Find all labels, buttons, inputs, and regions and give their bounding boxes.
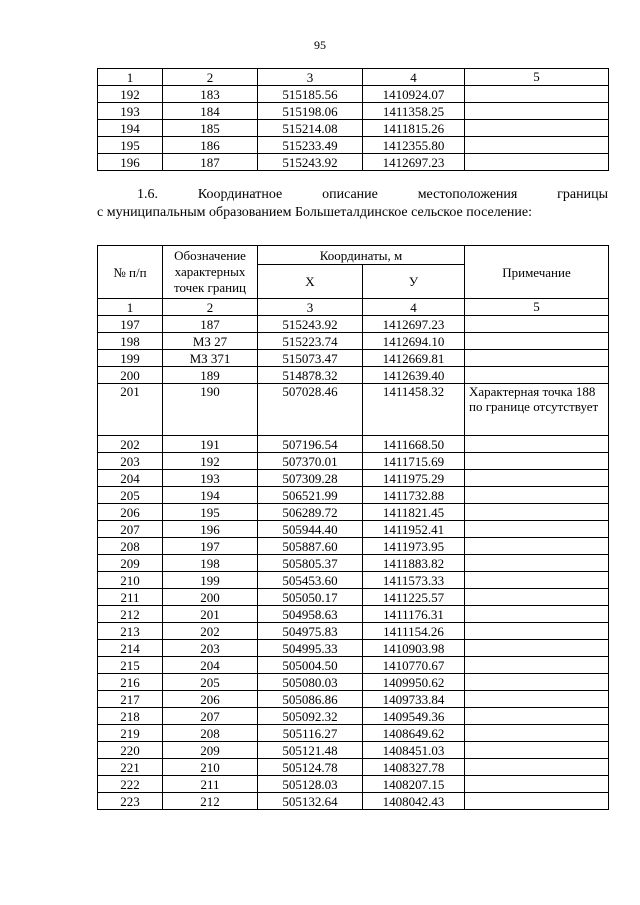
cell-point: 196 (163, 521, 258, 538)
cell-number: 192 (98, 86, 163, 103)
heading-word: Координатное (197, 187, 283, 202)
cell-point: 192 (163, 453, 258, 470)
cell-x: 505092.32 (258, 708, 363, 725)
cell-note (465, 137, 609, 154)
cell-number: 209 (98, 555, 163, 572)
cell-note (465, 674, 609, 691)
cell-number: 196 (98, 154, 163, 171)
cell-x: 507196.54 (258, 436, 363, 453)
cell-number: 200 (98, 367, 163, 384)
cell-number: 218 (98, 708, 163, 725)
cell-x: 505050.17 (258, 589, 363, 606)
table-row (98, 333, 609, 350)
cell-note: 5 (465, 299, 609, 316)
header-coordinates: Координаты, м (258, 246, 465, 265)
cell-note (465, 708, 609, 725)
cell-note (465, 521, 609, 538)
cell-point: 198 (163, 555, 258, 572)
cell-point: МЗ 27 (163, 333, 258, 350)
cell-number: 221 (98, 759, 163, 776)
cell-point: 203 (163, 640, 258, 657)
cell-note (465, 793, 609, 810)
table-row (98, 759, 609, 776)
cell-point: 205 (163, 674, 258, 691)
cell-number: 220 (98, 742, 163, 759)
cell-y: 1411952.41 (363, 521, 465, 538)
cell-note (465, 572, 609, 589)
table-row (98, 725, 609, 742)
cell-point: 199 (163, 572, 258, 589)
cell-note (465, 725, 609, 742)
cell-x: 515185.56 (258, 86, 363, 103)
cell-number: 213 (98, 623, 163, 640)
cell-point: 189 (163, 367, 258, 384)
cell-number: 199 (98, 350, 163, 367)
cell-x: 507309.28 (258, 470, 363, 487)
cell-x: 505805.37 (258, 555, 363, 572)
cell-number: 222 (98, 776, 163, 793)
cell-y: 1411225.57 (363, 589, 465, 606)
table-row (98, 623, 609, 640)
table-row (98, 436, 609, 453)
table-row (98, 776, 609, 793)
cell-number: 219 (98, 725, 163, 742)
cell-point: 209 (163, 742, 258, 759)
cell-point: 190 (163, 384, 258, 436)
cell-x: 504958.63 (258, 606, 363, 623)
table-row (98, 487, 609, 504)
cell-point: 185 (163, 120, 258, 137)
cell-x: 507028.46 (258, 384, 363, 436)
table-row (98, 367, 609, 384)
cell-y: 1411176.31 (363, 606, 465, 623)
cell-y: 1411458.32 (363, 384, 465, 436)
table-row (98, 120, 609, 137)
cell-y: 1412355.80 (363, 137, 465, 154)
cell-y: 1410924.07 (363, 86, 465, 103)
cell-note (465, 504, 609, 521)
cell-note: 5 (465, 69, 609, 86)
coordinates-table-continued (97, 68, 609, 171)
cell-point: 193 (163, 470, 258, 487)
cell-number: 212 (98, 606, 163, 623)
cell-note (465, 470, 609, 487)
cell-point: 207 (163, 708, 258, 725)
table-row (98, 137, 609, 154)
cell-y: 4 (363, 299, 465, 316)
table-row (98, 538, 609, 555)
cell-y: 1411973.95 (363, 538, 465, 555)
cell-x: 505944.40 (258, 521, 363, 538)
cell-number: 204 (98, 470, 163, 487)
cell-y: 1409549.36 (363, 708, 465, 725)
cell-x: 515233.49 (258, 137, 363, 154)
boundary-coordinates-table (97, 245, 609, 810)
cell-x: 515243.92 (258, 154, 363, 171)
table-row (98, 572, 609, 589)
cell-point: 197 (163, 538, 258, 555)
cell-y: 1411154.26 (363, 623, 465, 640)
cell-point: 2 (163, 69, 258, 86)
cell-x: 515223.74 (258, 333, 363, 350)
table-column-numbers (98, 69, 609, 86)
header-x: X (258, 265, 363, 299)
cell-y: 4 (363, 69, 465, 86)
header-y: У (363, 265, 465, 299)
cell-note (465, 538, 609, 555)
cell-point: 206 (163, 691, 258, 708)
cell-x: 505132.64 (258, 793, 363, 810)
cell-note: Характерная точка 188 по границе отсутствует (465, 384, 609, 436)
cell-y: 1411883.82 (363, 555, 465, 572)
page-number: 95 (314, 38, 326, 52)
cell-x: 514878.32 (258, 367, 363, 384)
table-row (98, 691, 609, 708)
cell-point: 183 (163, 86, 258, 103)
cell-x: 505080.03 (258, 674, 363, 691)
cell-x: 505121.48 (258, 742, 363, 759)
table-row (98, 154, 609, 171)
cell-note (465, 606, 609, 623)
cell-number: 211 (98, 589, 163, 606)
cell-point: 186 (163, 137, 258, 154)
cell-point: 187 (163, 316, 258, 333)
cell-x: 3 (258, 69, 363, 86)
cell-y: 1411668.50 (363, 436, 465, 453)
cell-number: 205 (98, 487, 163, 504)
cell-y: 1409950.62 (363, 674, 465, 691)
cell-y: 1408042.43 (363, 793, 465, 810)
table-row (98, 793, 609, 810)
table-row (98, 384, 609, 436)
cell-number: 1 (98, 299, 163, 316)
cell-note (465, 436, 609, 453)
table-row (98, 606, 609, 623)
cell-point: 2 (163, 299, 258, 316)
cell-note (465, 623, 609, 640)
cell-x: 506289.72 (258, 504, 363, 521)
cell-y: 1412697.23 (363, 154, 465, 171)
cell-x: 505124.78 (258, 759, 363, 776)
cell-y: 1408649.62 (363, 725, 465, 742)
cell-note (465, 333, 609, 350)
header-point-designation: Обозначение характерных точек границ (163, 246, 258, 299)
cell-note (465, 657, 609, 674)
cell-point: 202 (163, 623, 258, 640)
cell-y: 1410903.98 (363, 640, 465, 657)
cell-number: 195 (98, 137, 163, 154)
table-row (98, 521, 609, 538)
cell-note (465, 487, 609, 504)
cell-y: 1411573.33 (363, 572, 465, 589)
cell-number: 206 (98, 504, 163, 521)
cell-note (465, 103, 609, 120)
cell-point: 194 (163, 487, 258, 504)
cell-note (465, 120, 609, 137)
cell-x: 506521.99 (258, 487, 363, 504)
cell-point: 204 (163, 657, 258, 674)
cell-x: 505128.03 (258, 776, 363, 793)
cell-note (465, 86, 609, 103)
cell-y: 1412669.81 (363, 350, 465, 367)
cell-x: 3 (258, 299, 363, 316)
heading-word: описание (322, 187, 378, 202)
cell-number: 203 (98, 453, 163, 470)
table-row (98, 350, 609, 367)
cell-note (465, 350, 609, 367)
cell-y: 1411815.26 (363, 120, 465, 137)
table-row (98, 640, 609, 657)
table-row (98, 453, 609, 470)
table-row (98, 589, 609, 606)
cell-y: 1409733.84 (363, 691, 465, 708)
table-row (98, 708, 609, 725)
cell-note (465, 691, 609, 708)
cell-number: 194 (98, 120, 163, 137)
cell-number: 210 (98, 572, 163, 589)
cell-point: 210 (163, 759, 258, 776)
cell-number: 197 (98, 316, 163, 333)
cell-x: 515073.47 (258, 350, 363, 367)
cell-point: МЗ 371 (163, 350, 258, 367)
cell-x: 505453.60 (258, 572, 363, 589)
cell-x: 515214.08 (258, 120, 363, 137)
table-row (98, 86, 609, 103)
cell-note (465, 453, 609, 470)
table-row (98, 470, 609, 487)
cell-x: 505004.50 (258, 657, 363, 674)
cell-note (465, 154, 609, 171)
table-row (98, 674, 609, 691)
cell-note (465, 742, 609, 759)
cell-number: 215 (98, 657, 163, 674)
cell-x: 505086.86 (258, 691, 363, 708)
heading-word: местоположения (417, 187, 518, 202)
table-row (98, 103, 609, 120)
cell-y: 1412697.23 (363, 316, 465, 333)
cell-point: 208 (163, 725, 258, 742)
cell-x: 505887.60 (258, 538, 363, 555)
cell-number: 223 (98, 793, 163, 810)
table-row (98, 316, 609, 333)
cell-point: 195 (163, 504, 258, 521)
cell-y: 1411358.25 (363, 103, 465, 120)
table-column-numbers (98, 299, 609, 316)
cell-x: 505116.27 (258, 725, 363, 742)
cell-note (465, 759, 609, 776)
cell-y: 1410770.67 (363, 657, 465, 674)
cell-number: 1 (98, 69, 163, 86)
section-heading (97, 186, 608, 222)
table-row (98, 555, 609, 572)
heading-word: границы (557, 187, 608, 202)
cell-point: 200 (163, 589, 258, 606)
cell-note (465, 555, 609, 572)
cell-number: 214 (98, 640, 163, 657)
cell-point: 184 (163, 103, 258, 120)
cell-note (465, 640, 609, 657)
heading-line-2: с муниципальным образованием Большеталдинское сельское поселение: (97, 205, 532, 220)
cell-y: 1411715.69 (363, 453, 465, 470)
cell-note (465, 367, 609, 384)
header-note: Примечание (465, 246, 609, 299)
cell-y: 1408451.03 (363, 742, 465, 759)
cell-x: 515243.92 (258, 316, 363, 333)
table-row (98, 504, 609, 521)
cell-point: 212 (163, 793, 258, 810)
cell-point: 191 (163, 436, 258, 453)
cell-point: 201 (163, 606, 258, 623)
cell-note (465, 589, 609, 606)
cell-y: 1411821.45 (363, 504, 465, 521)
cell-number: 193 (98, 103, 163, 120)
header-number: № п/п (98, 246, 163, 299)
section-number: 1.6. (137, 187, 158, 202)
cell-y: 1411732.88 (363, 487, 465, 504)
cell-y: 1412639.40 (363, 367, 465, 384)
cell-number: 217 (98, 691, 163, 708)
cell-x: 504975.83 (258, 623, 363, 640)
cell-x: 515198.06 (258, 103, 363, 120)
cell-y: 1408327.78 (363, 759, 465, 776)
cell-point: 187 (163, 154, 258, 171)
cell-number: 198 (98, 333, 163, 350)
cell-x: 504995.33 (258, 640, 363, 657)
cell-number: 202 (98, 436, 163, 453)
cell-number: 208 (98, 538, 163, 555)
cell-number: 207 (98, 521, 163, 538)
cell-x: 507370.01 (258, 453, 363, 470)
cell-number: 201 (98, 384, 163, 436)
cell-number: 216 (98, 674, 163, 691)
cell-note (465, 776, 609, 793)
cell-y: 1412694.10 (363, 333, 465, 350)
table-row (98, 657, 609, 674)
cell-note (465, 316, 609, 333)
cell-point: 211 (163, 776, 258, 793)
cell-y: 1411975.29 (363, 470, 465, 487)
table-row (98, 742, 609, 759)
cell-y: 1408207.15 (363, 776, 465, 793)
